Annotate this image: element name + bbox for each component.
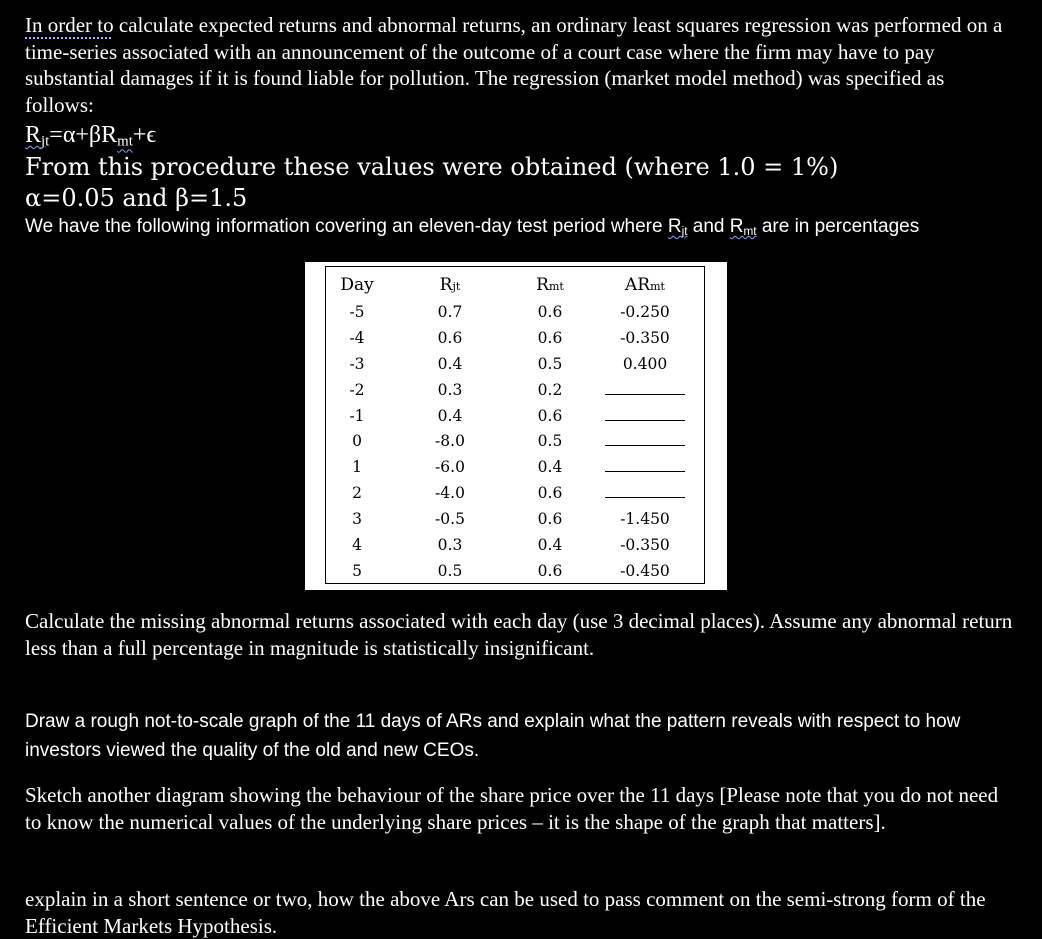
table-row [326, 454, 702, 480]
cell-rjt: -0.5 [435, 510, 465, 529]
cell-rjt: -6.0 [435, 458, 465, 477]
info-after: are in percentages [756, 216, 920, 237]
header-day: Day [340, 275, 374, 295]
cell-rjt: -8.0 [435, 432, 465, 451]
cell-rmt: 0.4 [537, 458, 563, 477]
question-graph: Draw a rough not-to-scale graph of the 11 days of ARs and explain what the pattern reveals with respect to how investors viewed the quality of the old and new CEOs. [25, 711, 961, 761]
cell-day: -2 [349, 380, 365, 399]
info-line [25, 216, 1015, 238]
table-row [326, 480, 702, 506]
cell-ar [588, 454, 702, 480]
cell-rmt: 0.5 [537, 354, 563, 373]
table-row [326, 299, 702, 325]
cell-rjt: 0.4 [437, 354, 463, 373]
info-r1-sub: jt [681, 224, 688, 238]
answer-blank-line [605, 408, 685, 421]
cell-rmt: 0.5 [537, 432, 563, 451]
header-rjt-label: R [439, 275, 453, 295]
cell-day: 4 [352, 535, 362, 554]
table-row [326, 506, 702, 532]
regression-equation [25, 122, 1015, 151]
header-rmt-sub: mt [548, 280, 564, 293]
cell-ar: -1.450 [620, 510, 670, 529]
header-rjt-sub: jt [452, 280, 461, 293]
cell-rjt: -4.0 [435, 484, 465, 503]
cell-day: 0 [352, 432, 362, 451]
cell-rjt: 0.4 [437, 406, 463, 425]
intro-lead: In order to [25, 13, 114, 37]
intro-text: calculate expected returns and abnormal returns, an ordinary least squares regression was performed on a time-series associated with an announcement of the outcome of a court case where the firm may have to pay substantial damages if it is found liable for pollution. The regression (market model method) was specified as follows: [25, 13, 1003, 117]
answer-blank-line [605, 382, 685, 395]
returns-table-image [305, 262, 727, 590]
cell-ar: -0.450 [620, 561, 670, 580]
cell-rmt: 0.2 [537, 380, 563, 399]
cell-day: -4 [349, 328, 365, 347]
header-rmt-label: R [536, 275, 549, 295]
info-r2-sub: mt [743, 224, 757, 238]
returns-table-border [325, 266, 705, 584]
cell-ar [588, 377, 702, 403]
cell-rmt: 0.4 [537, 535, 563, 554]
eq-lhs-r: R [25, 122, 42, 148]
cell-rjt: 0.3 [437, 380, 463, 399]
cell-day: -3 [349, 354, 365, 373]
cell-ar [588, 403, 702, 429]
cell-day: 1 [352, 458, 362, 477]
cell-day: 5 [352, 561, 362, 580]
info-r2: R [729, 216, 744, 237]
eq-rhs-sub: mt [117, 133, 133, 150]
question-sketch: Sketch another diagram showing the behaviour of the share price over the 11 days [Please note that you do not need to know the numerical values of the underlying share prices – it is the shape of the graph that matters]. [25, 783, 999, 834]
table-row [326, 325, 702, 351]
header-rjt [388, 271, 512, 299]
cell-day: 3 [352, 510, 362, 529]
table-header-row [326, 271, 702, 299]
cell-rjt: 0.3 [437, 535, 463, 554]
params-line: α=0.05 and β=1.5 [25, 184, 248, 212]
cell-rmt: 0.6 [537, 484, 563, 503]
answer-blank-line [605, 433, 685, 446]
eq-lhs-sub: jt [41, 133, 50, 150]
info-before: We have the following information covering an eleven-day test period where [25, 216, 668, 237]
procedure-line: From this procedure these values were obtained (where 1.0 = 1%) [25, 153, 839, 181]
header-ar-label: AR [625, 275, 651, 295]
cell-ar [588, 428, 702, 454]
cell-rjt: 0.7 [437, 302, 463, 321]
table-row [326, 532, 702, 558]
table-row [326, 558, 702, 584]
info-r1: R [667, 216, 682, 237]
cell-rmt: 0.6 [537, 328, 563, 347]
header-ar [588, 271, 702, 299]
cell-ar: -0.250 [620, 302, 670, 321]
cell-rmt: 0.6 [537, 406, 563, 425]
table-row [326, 428, 702, 454]
cell-rmt: 0.6 [537, 302, 563, 321]
table-row [326, 377, 702, 403]
table-row [326, 403, 702, 429]
header-rmt [512, 271, 588, 299]
cell-rjt: 0.5 [437, 561, 463, 580]
cell-rmt: 0.6 [537, 561, 563, 580]
cell-ar: -0.350 [620, 328, 670, 347]
cell-rjt: 0.6 [437, 328, 463, 347]
header-ar-sub: mt [650, 280, 665, 293]
cell-ar: 0.400 [622, 354, 668, 373]
cell-day: -1 [349, 406, 365, 425]
eq-tail: +ϵ [132, 122, 157, 148]
table-row [326, 351, 702, 377]
question-emh: explain in a short sentence or two, how the above Ars can be used to pass comment on the semi-strong form of the Efficient Markets Hypothesis. [25, 887, 986, 938]
cell-day: 2 [352, 484, 362, 503]
answer-blank-line [605, 485, 685, 498]
intro-paragraph [25, 12, 1015, 118]
eq-middle: =α+βR [49, 122, 118, 148]
question-calculate: Calculate the missing abnormal returns associated with each day (use 3 decimal places). Assume any abnormal return less than a full percentage in magnitude is statistically insignificant. [25, 609, 1013, 660]
cell-day: -5 [349, 302, 365, 321]
cell-ar [588, 480, 702, 506]
cell-rmt: 0.6 [537, 510, 563, 529]
info-and: and [687, 216, 730, 237]
answer-blank-line [605, 459, 685, 472]
returns-table [326, 271, 702, 584]
cell-ar: -0.350 [620, 535, 670, 554]
